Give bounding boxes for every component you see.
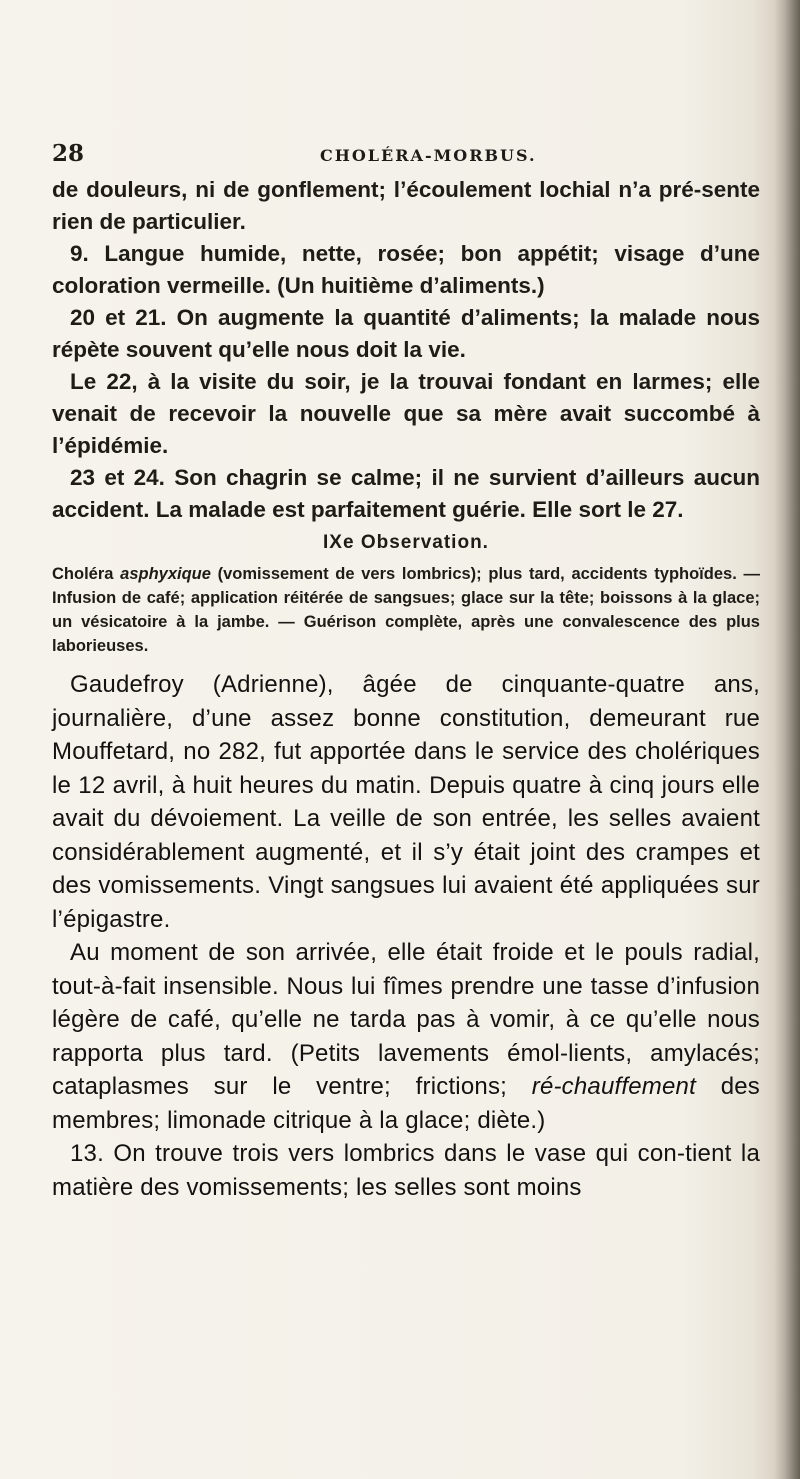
observation-summary [52, 562, 760, 658]
paragraph: 9. Langue humide, nette, rosée; bon appétit; visage d’une coloration vermeille. (Un huitième d’aliments.) [52, 241, 760, 298]
summary-italic: asphyxique [120, 565, 211, 583]
page-binding-shadow [774, 0, 800, 1479]
paragraph-rest: des membres; limonade citrique à la glace; diète.) [52, 1073, 760, 1134]
paragraph: de douleurs, ni de gonflement; l’écoulement lochial n’a pré-sente rien de particulier. [52, 177, 760, 234]
paragraph [52, 936, 760, 1137]
page-body [52, 174, 760, 1204]
paragraph: 20 et 21. On augmente la quantité d’aliments; la malade nous répète souvent qu’elle nous doit la vie. [52, 305, 760, 362]
paragraph: Le 22, à la visite du soir, je la trouvai fondant en larmes; elle venait de recevoir la nouvelle que sa mère avait succombé à l’épidémie. [52, 369, 760, 458]
running-head: CHOLÉRA-MORBUS. [320, 146, 537, 165]
summary-rest: (vomissement de vers lombrics); plus tard, accidents typhoïdes. — Infusion de café; application réitérée de sangsues; glace sur la tête; boissons à la glace; un vésicatoire à la jambe. — Guérison complète, après une convalescence des plus laborieuses. [52, 565, 760, 655]
paragraph: 13. On trouve trois vers lombrics dans le vase qui con-tient la matière des vomissements; les selles sont moins [52, 1140, 760, 1201]
paragraph-lead: Au moment de son arrivée, elle était froide et le pouls radial, tout-à-fait insensible. Nous lui fîmes prendre une tasse d’infusion légère de café, qu’elle ne tarda pas à vomir, à ce qu’elle nous rapporta plus tard. (Petits lavements émol-lients, amylacés; cataplasmes sur le ventre; frictions; [52, 939, 760, 1100]
paragraph-italic: ré-chauffement [531, 1073, 696, 1100]
observation-title: IXe Observation. [323, 532, 489, 553]
page-header [52, 140, 752, 176]
paragraph: Gaudefroy (Adrienne), âgée de cinquante-quatre ans, journalière, d’une assez bonne constitution, demeurant rue Mouffetard, no 282, fut apportée dans le service des cholériques le 12 avril, à huit heures du matin. Depuis quatre à cinq jours elle avait du dévoiement. La veille de son entrée, les selles avaient considérablement augmenté, et il s’y était joint des crampes et des vomissements. Vingt sangsues lui avaient été appliquées sur l’épigastre. [52, 671, 760, 933]
paragraph: 23 et 24. Son chagrin se calme; il ne survient d’ailleurs aucun accident. La malade est parfaitement guérie. Elle sort le 27. [52, 465, 760, 522]
page-number: 28 [52, 140, 85, 167]
summary-lead: Choléra [52, 565, 121, 583]
